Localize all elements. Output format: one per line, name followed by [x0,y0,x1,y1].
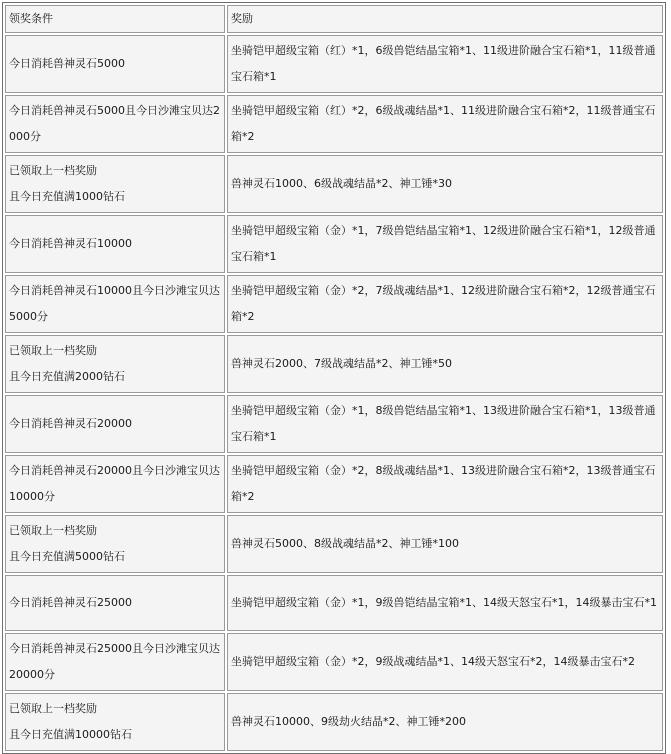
table-row [5,215,663,273]
condition-text: 且今日充值满2000钻石 [9,370,125,383]
condition-cell [5,335,225,393]
reward-cell: 坐骑铠甲超级宝箱（红）*1，6级兽铠结晶宝箱*1、11级进阶融合宝石箱*1，11级普通宝石箱*1 [227,35,663,93]
table-row [5,35,663,93]
reward-cell: 兽神灵石5000、8级战魂结晶*2、神工锤*100 [227,515,663,573]
condition-cell [5,275,225,333]
reward-cell: 坐骑铠甲超级宝箱（金）*2，9级战魂结晶*1、14级天怒宝石*2，14级暴击宝石*2 [227,633,663,691]
condition-cell [5,693,225,751]
condition-text: 今日消耗兽神灵石5000且今日沙滩宝贝达2000分 [9,104,220,143]
condition-cell [5,455,225,513]
condition-cell [5,395,225,453]
table-row [5,335,663,393]
condition-text: 今日消耗兽神灵石10000 [9,237,132,250]
reward-cell: 兽神灵石10000、9级劫火结晶*2、神工锤*200 [227,693,663,751]
condition-text: 今日消耗兽神灵石25000且今日沙滩宝贝达20000分 [9,642,220,681]
condition-text: 今日消耗兽神灵石5000 [9,57,125,70]
reward-cell: 坐骑铠甲超级宝箱（金）*2，7级战魂结晶*1、12级进阶融合宝石箱*2，12级普通宝石箱*2 [227,275,663,333]
condition-cell [5,95,225,153]
reward-cell: 坐骑铠甲超级宝箱（红）*2，6级战魂结晶*1、11级进阶融合宝石箱*2，11级普通宝石箱*2 [227,95,663,153]
condition-text: 已领取上一档奖励 [9,702,97,715]
condition-text: 已领取上一档奖励 [9,524,97,537]
reward-table-body [5,5,663,751]
table-row [5,275,663,333]
header-row [5,5,663,33]
condition-cell [5,575,225,631]
table-row [5,155,663,213]
condition-text: 今日消耗兽神灵石25000 [9,596,132,609]
condition-cell [5,215,225,273]
reward-cell: 兽神灵石2000、7级战魂结晶*2、神工锤*50 [227,335,663,393]
reward-cell: 坐骑铠甲超级宝箱（金）*2，8级战魂结晶*1、13级进阶融合宝石箱*2，13级普通宝石箱*2 [227,455,663,513]
condition-cell [5,35,225,93]
table-row [5,575,663,631]
condition-cell [5,633,225,691]
condition-cell [5,515,225,573]
condition-text: 已领取上一档奖励 [9,344,97,357]
header-reward: 奖励 [227,5,663,33]
reward-cell: 坐骑铠甲超级宝箱（金）*1，9级兽铠结晶宝箱*1、14级天怒宝石*1，14级暴击宝石*1 [227,575,663,631]
header-condition: 领奖条件 [5,5,225,33]
reward-cell: 坐骑铠甲超级宝箱（金）*1，8级兽铠结晶宝箱*1、13级进阶融合宝石箱*1，13级普通宝石箱*1 [227,395,663,453]
table-row [5,395,663,453]
condition-text: 且今日充值满1000钻石 [9,190,125,203]
condition-text: 且今日充值满10000钻石 [9,728,132,741]
reward-cell: 兽神灵石1000、6级战魂结晶*2、神工锤*30 [227,155,663,213]
table-row [5,515,663,573]
condition-text: 已领取上一档奖励 [9,164,97,177]
condition-text: 今日消耗兽神灵石10000且今日沙滩宝贝达5000分 [9,284,220,323]
condition-text: 今日消耗兽神灵石20000 [9,417,132,430]
reward-cell: 坐骑铠甲超级宝箱（金）*1，7级兽铠结晶宝箱*1、12级进阶融合宝石箱*1，12级普通宝石箱*1 [227,215,663,273]
table-row [5,693,663,751]
table-row [5,455,663,513]
condition-text: 今日消耗兽神灵石20000且今日沙滩宝贝达10000分 [9,464,220,503]
condition-cell [5,155,225,213]
table-row [5,633,663,691]
reward-table [2,2,666,754]
table-row [5,95,663,153]
condition-text: 且今日充值满5000钻石 [9,550,125,563]
